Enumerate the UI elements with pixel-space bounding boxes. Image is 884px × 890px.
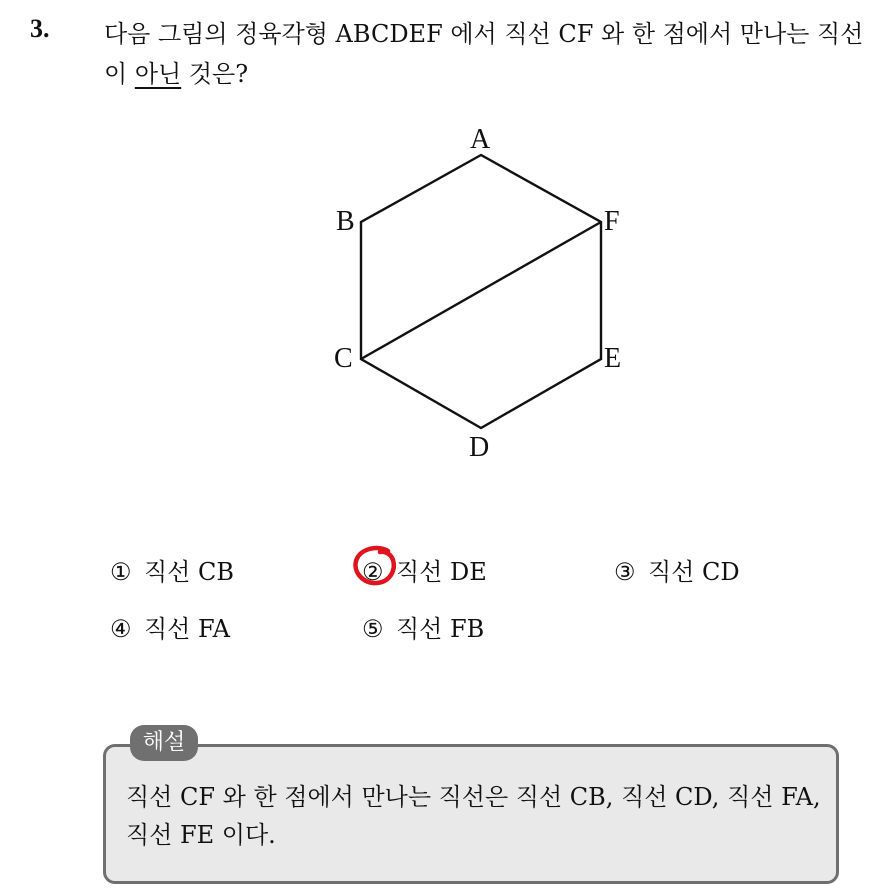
choice-4[interactable]	[110, 609, 230, 644]
choice-3-text: 직선 CD	[648, 558, 740, 586]
vertex-label-f: F	[604, 206, 620, 237]
question-text-part1: 다음 그림의 정육각형 ABCDEF 에서 직선 CF 와 한 점에서 만나는 직선이	[104, 20, 864, 88]
choice-1[interactable]	[110, 552, 234, 587]
question-number: 3.	[30, 14, 50, 43]
choice-5-number: ⑤	[362, 615, 384, 643]
vertex-label-d: D	[469, 432, 490, 463]
vertex-label-c: C	[334, 343, 353, 374]
segment-cf	[361, 222, 601, 359]
choice-5[interactable]	[362, 609, 484, 644]
choice-2-text: 직선 DE	[396, 558, 487, 586]
choice-1-text: 직선 CB	[144, 558, 234, 586]
choice-4-text: 직선 FA	[144, 615, 230, 643]
question-text-underlined: 아닌	[134, 60, 182, 88]
vertex-label-b: B	[336, 206, 355, 237]
choice-3[interactable]	[614, 552, 740, 587]
question-text	[104, 14, 874, 94]
answer-circle-mark	[350, 543, 402, 589]
choice-2-number: ②	[362, 558, 384, 586]
explanation-text: 직선 CF 와 한 점에서 만나는 직선은 직선 CB, 직선 CD, 직선 FA, 직선 FE 이다.	[126, 783, 821, 849]
answer-circle-stroke	[356, 548, 394, 583]
hexagon-figure	[320, 118, 640, 468]
vertex-label-a: A	[470, 124, 491, 155]
choice-5-text: 직선 FB	[396, 615, 485, 643]
choice-1-number: ①	[110, 558, 132, 586]
vertex-label-e: E	[604, 343, 622, 374]
choice-3-number: ③	[614, 558, 636, 586]
question-text-part2: 것은?	[181, 60, 249, 88]
explanation-tag: 해설	[130, 725, 198, 761]
choice-4-number: ④	[110, 615, 132, 643]
